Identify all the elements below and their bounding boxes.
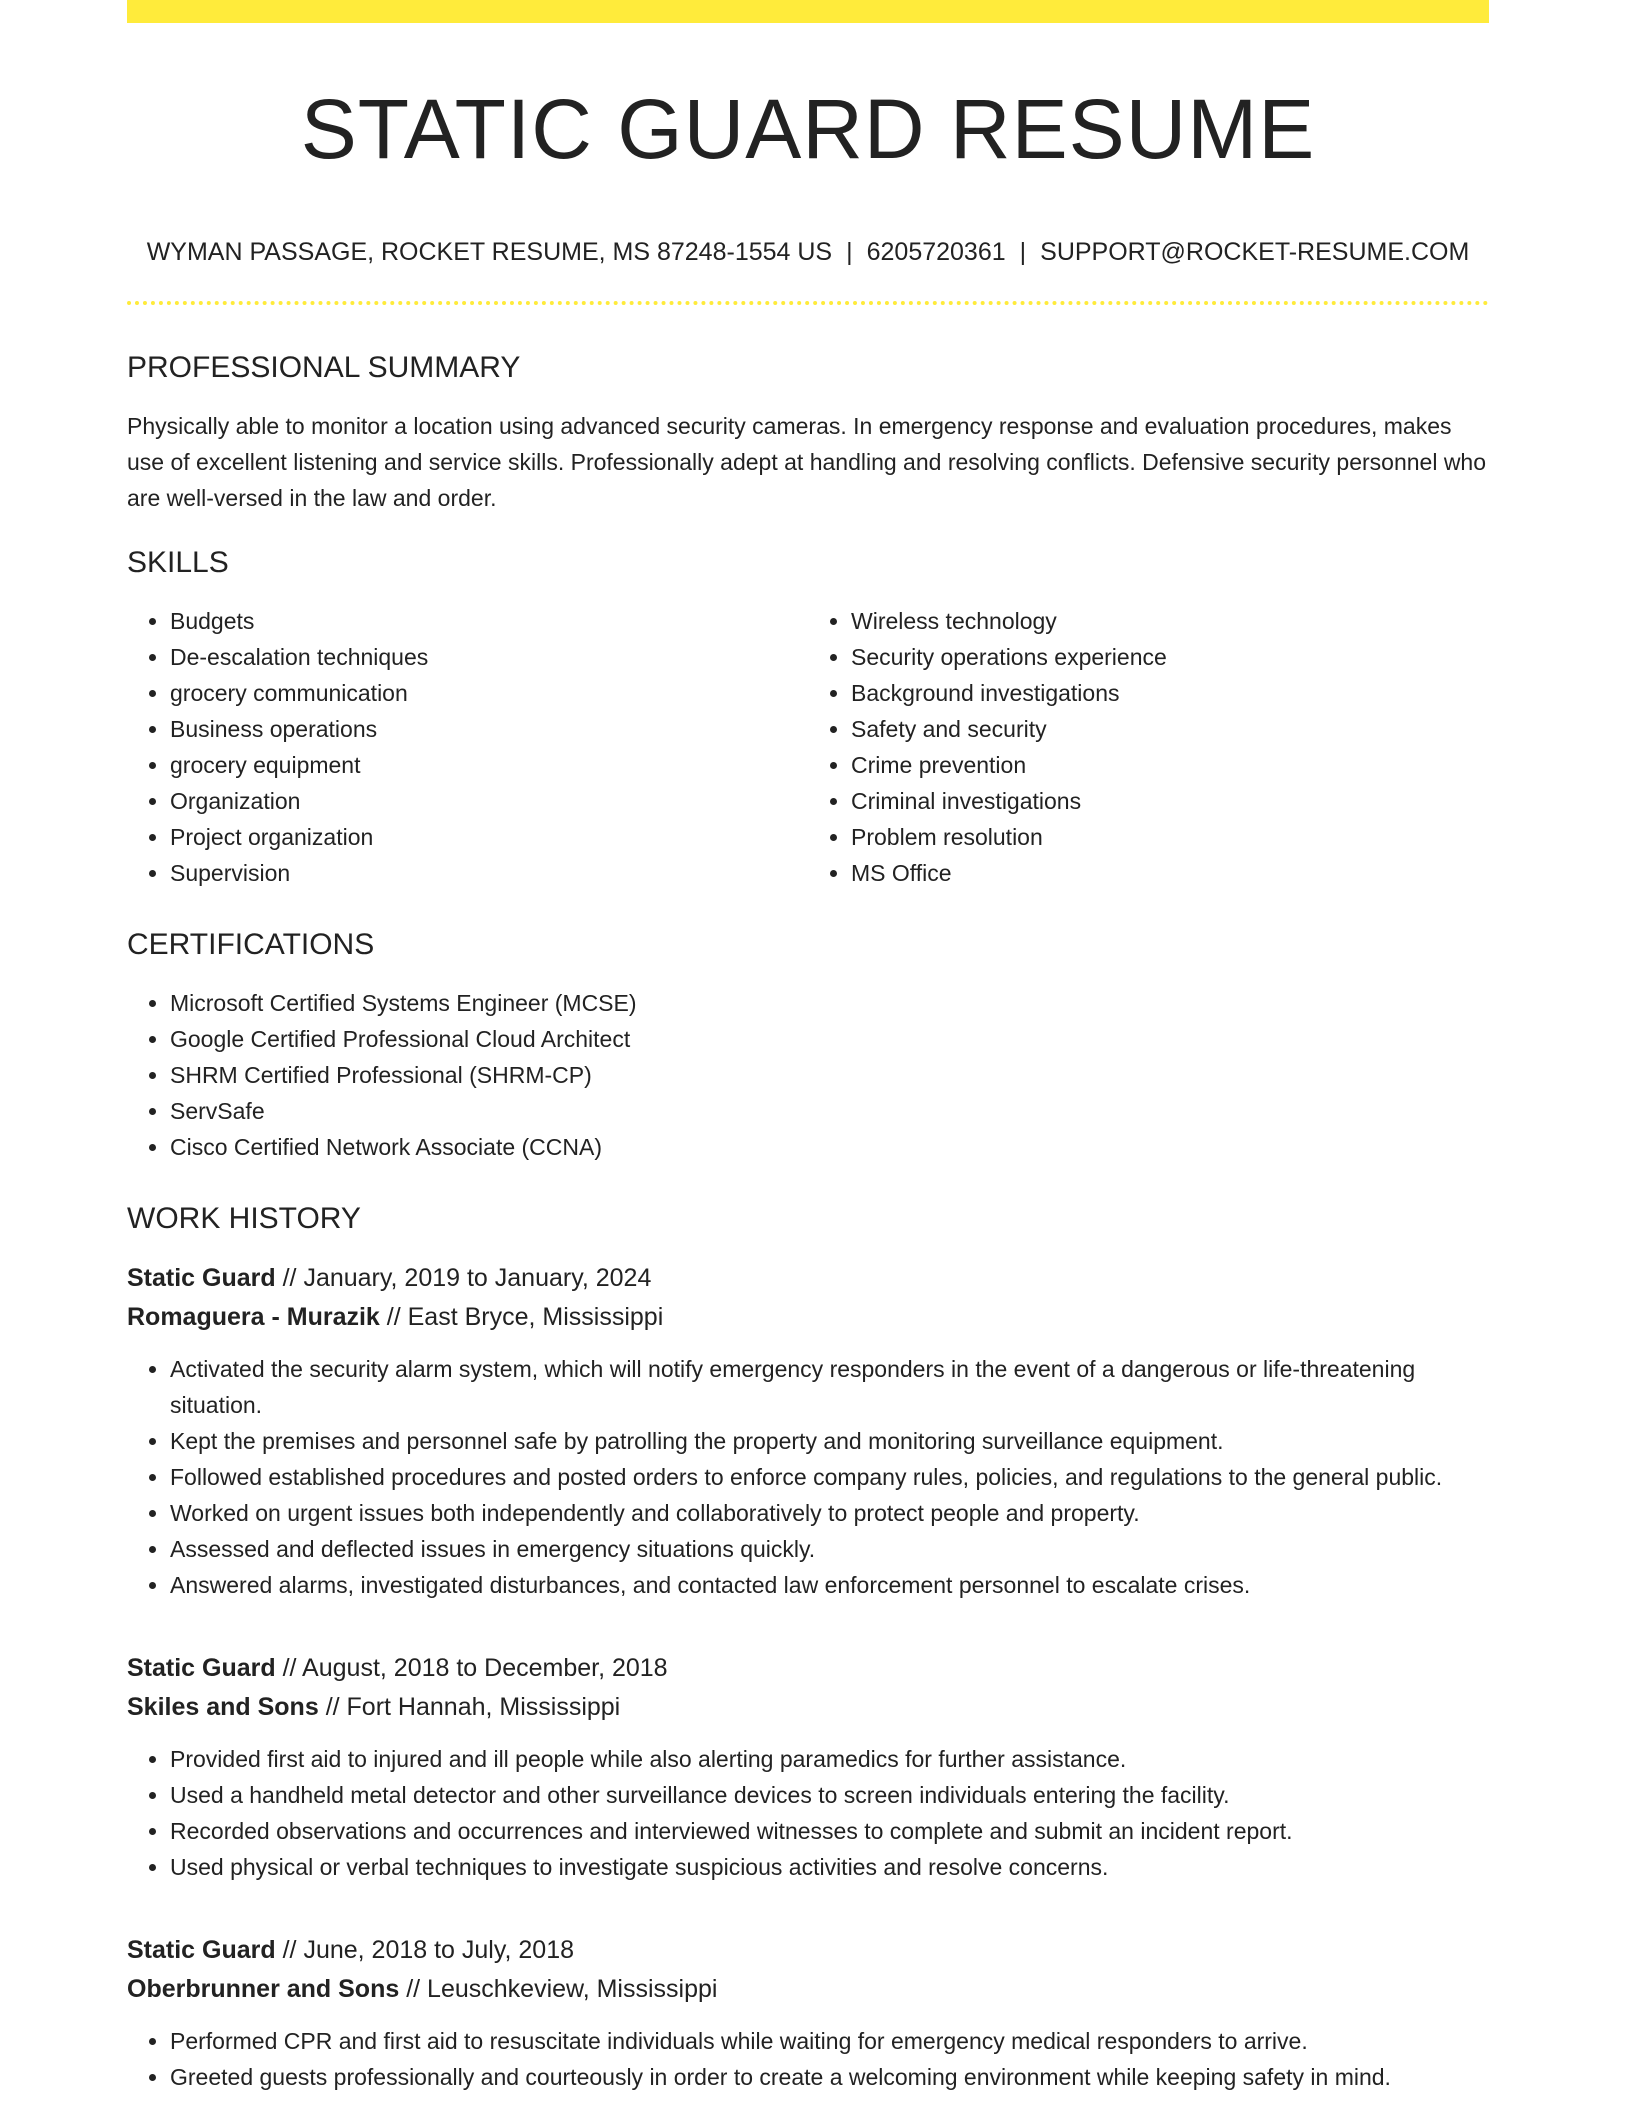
skill-item: • Project organization <box>170 819 808 855</box>
skills-list-right <box>808 603 1489 891</box>
job-bullet: • Followed established procedures and posted orders to enforce company rules, policies, and regulations to the general public. <box>170 1459 1489 1495</box>
skill-item: • Wireless technology <box>851 603 1489 639</box>
job-entry <box>127 1931 1489 2095</box>
skills-columns <box>127 603 1489 891</box>
skill-item: • Crime prevention <box>851 747 1489 783</box>
job-location: // Fort Hannah, Mississippi <box>318 1693 621 1721</box>
work-history-heading: WORK HISTORY <box>127 1202 361 1235</box>
certification-item: • Microsoft Certified Systems Engineer (MCSE) <box>170 985 1489 1021</box>
job-bullet: • Provided first aid to injured and ill people while also alerting paramedics for further assistance. <box>170 1741 1489 1777</box>
job-title: Static Guard <box>127 1936 276 1964</box>
job-dates: // June, 2018 to July, 2018 <box>275 1936 575 1964</box>
contact-separator: | <box>1019 238 1027 266</box>
skill-item: • Criminal investigations <box>851 783 1489 819</box>
contact-separator: | <box>846 238 853 266</box>
job-dates: // January, 2019 to January, 2024 <box>275 1264 652 1292</box>
skill-item: • Background investigations <box>851 675 1489 711</box>
contact-email: SUPPORT@ROCKET-RESUME.COM <box>1040 238 1470 266</box>
job-bullet: • Activated the security alarm system, which will notify emergency responders in the event of a dangerous or life-threatening situation. <box>170 1351 1489 1423</box>
job-bullet: • Performed CPR and first aid to resuscitate individuals while waiting for emergency medical responders to arrive. <box>170 2023 1489 2059</box>
skill-item: • Organization <box>170 783 808 819</box>
job-bullets <box>127 2023 1489 2095</box>
certifications-heading: CERTIFICATIONS <box>127 928 375 961</box>
resume-content <box>127 0 1489 2095</box>
dotted-divider <box>127 301 1489 305</box>
job-location: // Leuschkeview, Mississippi <box>399 1975 718 2003</box>
skill-item: • Security operations experience <box>851 639 1489 675</box>
certifications-list <box>127 985 1489 1165</box>
skill-item: • Safety and security <box>851 711 1489 747</box>
job-bullet: • Kept the premises and personnel safe by patrolling the property and monitoring surveillance equipment. <box>170 1423 1489 1459</box>
job-title: Static Guard <box>127 1654 276 1682</box>
job-bullet: • Answered alarms, investigated disturbances, and contacted law enforcement personnel to escalate crises. <box>170 1567 1489 1603</box>
contact-line <box>127 236 1489 268</box>
contact-address: WYMAN PASSAGE, ROCKET RESUME, MS 87248-1554 US <box>146 238 833 266</box>
job-bullet: • Recorded observations and occurrences and interviewed witnesses to complete and submit an incident report. <box>170 1813 1489 1849</box>
certification-item: • ServSafe <box>170 1093 1489 1129</box>
job-bullet: • Greeted guests professionally and courteously in order to create a welcoming environment while keeping safety in mind. <box>170 2059 1489 2095</box>
skill-item: • Supervision <box>170 855 808 891</box>
job-title-line <box>127 1649 1489 1688</box>
skill-item: • Budgets <box>170 603 808 639</box>
skills-list-left <box>127 603 808 891</box>
job-entry <box>127 1259 1489 1603</box>
skills-heading: SKILLS <box>127 546 229 579</box>
certification-item: • Cisco Certified Network Associate (CCNA) <box>170 1129 1489 1165</box>
certification-item: • SHRM Certified Professional (SHRM-CP) <box>170 1057 1489 1093</box>
skill-item: • grocery equipment <box>170 747 808 783</box>
skill-item: • De-escalation techniques <box>170 639 808 675</box>
job-company: Skiles and Sons <box>127 1693 319 1721</box>
skill-item: • Problem resolution <box>851 819 1489 855</box>
job-bullet: • Worked on urgent issues both independently and collaboratively to protect people and property. <box>170 1495 1489 1531</box>
job-title-line <box>127 1259 1489 1298</box>
job-company: Romaguera - Murazik <box>127 1303 380 1331</box>
contact-phone: 6205720361 <box>866 238 1006 266</box>
job-bullets <box>127 1741 1489 1885</box>
job-company-line <box>127 1688 1489 1727</box>
job-title: Static Guard <box>127 1264 276 1292</box>
job-company-line <box>127 1298 1489 1337</box>
job-company-line <box>127 1970 1489 2009</box>
job-dates: // August, 2018 to December, 2018 <box>275 1654 668 1682</box>
skill-item: • grocery communication <box>170 675 808 711</box>
job-location: // East Bryce, Mississippi <box>379 1303 664 1331</box>
job-bullet: • Used a handheld metal detector and other surveillance devices to screen individuals entering the facility. <box>170 1777 1489 1813</box>
summary-text: Physically able to monitor a location using advanced security cameras. In emergency response and evaluation procedures, makes use of excellent listening and service skills. Professionally adept at handling and resolving conflicts. Defensive security personnel who are well-versed in the law and order. <box>127 413 1487 511</box>
skill-item: • MS Office <box>851 855 1489 891</box>
resume-title: STATIC GUARD RESUME <box>300 82 1316 176</box>
certification-item: • Google Certified Professional Cloud Architect <box>170 1021 1489 1057</box>
job-bullet: • Used physical or verbal techniques to investigate suspicious activities and resolve concerns. <box>170 1849 1489 1885</box>
job-bullets <box>127 1351 1489 1603</box>
job-entry <box>127 1649 1489 1885</box>
job-bullet: • Assessed and deflected issues in emergency situations quickly. <box>170 1531 1489 1567</box>
skill-item: • Business operations <box>170 711 808 747</box>
summary-heading: PROFESSIONAL SUMMARY <box>127 351 521 384</box>
job-title-line <box>127 1931 1489 1970</box>
job-company: Oberbrunner and Sons <box>127 1975 400 2003</box>
